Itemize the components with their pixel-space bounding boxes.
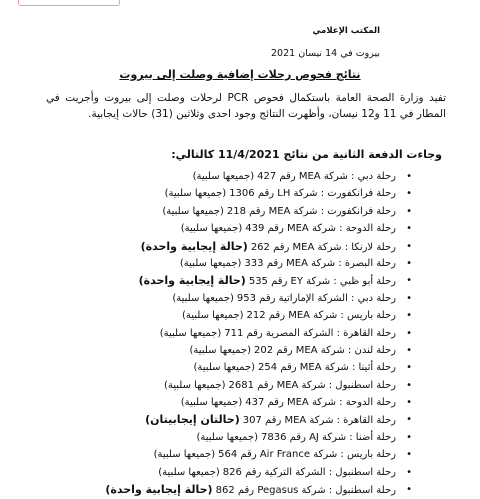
flight-description: رحلة فرانكفورت : شركة LH رقم 1306 [229, 188, 396, 200]
flight-test-result: (جميعها سلبية) [192, 171, 255, 182]
flight-result-item [105, 325, 396, 342]
flight-test-result: (جميعها سلبية) [180, 397, 243, 409]
flight-description: رحلة أبو ظبي : شركة EY رقم 535 [248, 276, 396, 288]
flight-test-result: (جميعها سلبية) [158, 466, 220, 478]
flight-result-item [105, 359, 396, 376]
flight-result-item [105, 342, 396, 359]
document-title: نتائج فحوص رحلات إضافية وصلت إلى بيروت [119, 68, 361, 81]
flight-description: رحلة لارنكا : شركة MEA رقم 262 [250, 241, 396, 253]
flight-description: رحلة فرانكفورت : شركة MEA رقم 218 [226, 205, 396, 217]
results-lead-line: وجاءت الدفعة الثانية من نتائج 11/4/2021 كالتالي: [171, 148, 442, 161]
flight-result-item [105, 220, 396, 237]
flight-test-result: (جميعها سلبية) [181, 310, 244, 322]
flight-result-item [105, 446, 396, 463]
flight-test-result: (حالة إيجابية واحدة) [105, 483, 213, 497]
flight-description: رحلة اسطنبول : شركة Pegasus رقم 862 [215, 485, 396, 497]
flight-test-result: (جميعها سلبية) [159, 327, 222, 339]
flight-results-list [105, 168, 396, 498]
flight-description: رحلة باريس : شركة Air France رقم 564 [218, 449, 396, 461]
flight-test-result: (جميعها سلبية) [172, 292, 234, 304]
flight-result-item [105, 272, 396, 289]
flight-test-result: (جميعها سلبية) [196, 431, 258, 443]
flight-description: رحلة اسطنبول : شركة MEA رقم 2681 [228, 379, 396, 391]
flight-test-result: (حالتان إيجابيتان) [145, 413, 240, 427]
flight-description: رحلة لندن : شركة MEA رقم 202 [254, 344, 396, 356]
flight-description: رحلة البصرة : شركة MEA رقم 333 [244, 257, 396, 269]
release-date: بيروت في 14 نيسان 2021 [271, 48, 380, 59]
flight-result-item [105, 185, 396, 202]
flight-result-item [105, 377, 396, 394]
flight-result-item [105, 411, 396, 428]
flight-description: رحلة باريس : شركة MEA رقم 212 [246, 310, 396, 322]
flight-test-result: (جميعها سلبية) [180, 223, 243, 235]
flight-description: رحلة القاهرة : الشركة المصرية رقم 711 [224, 327, 396, 339]
flight-test-result: (جميعها سلبية) [164, 188, 227, 200]
flight-description: رحلة اسطنبول : الشركة التركية رقم 826 [222, 466, 396, 478]
flight-test-result: (جميعها سلبية) [163, 379, 226, 391]
flight-result-item [105, 255, 396, 272]
flight-test-result: (جميعها سلبية) [153, 449, 216, 461]
flight-result-item [105, 429, 396, 446]
flight-test-result: (حالة إيجابية واحدة) [138, 274, 246, 288]
flight-result-item [105, 168, 396, 185]
flight-description: رحلة أثينا : شركة MEA رقم 254 [258, 362, 396, 374]
flight-result-item [105, 394, 396, 411]
intro-paragraph: تفيد وزارة الصحة العامة باستكمال فحوص PCR لرحلات وصلت إلى بيروت وأجريت في المطار في 11 و12 نيسان، وأظهرت النتائج وجود احدى وثلاثين (31) حالات إيجابية. [46, 92, 446, 120]
flight-result-item [105, 238, 396, 255]
flight-result-item [105, 203, 396, 220]
flight-result-item [105, 307, 396, 324]
flight-result-item [105, 481, 396, 498]
press-office-label: المكتب الإعلامي [312, 26, 380, 36]
flight-description: رحلة دبي : الشركة الإماراتية رقم 953 [236, 292, 396, 304]
flight-test-result: (جميعها سلبية) [189, 344, 252, 356]
flight-description: رحلة الدوحة : شركة MEA رقم 439 [245, 223, 396, 235]
flight-result-item [105, 290, 396, 307]
flight-test-result: (جميعها سلبية) [162, 205, 224, 217]
flight-description: رحلة الدوحة : شركة MEA رقم 437 [245, 397, 396, 409]
flight-result-item [105, 464, 396, 481]
flight-test-result: (جميعها سلبية) [179, 257, 242, 269]
flight-description: رحلة دبي : شركة MEA رقم 427 [257, 171, 396, 182]
flight-description: رحلة القاهرة : شركة MEA رقم 307 [242, 415, 396, 427]
flight-test-result: (حالة إيجابية واحدة) [140, 239, 248, 253]
flight-test-result: (جميعها سلبية) [193, 362, 256, 374]
flight-description: رحلة أضنا : شركة AJ رقم 7836 [261, 431, 396, 443]
